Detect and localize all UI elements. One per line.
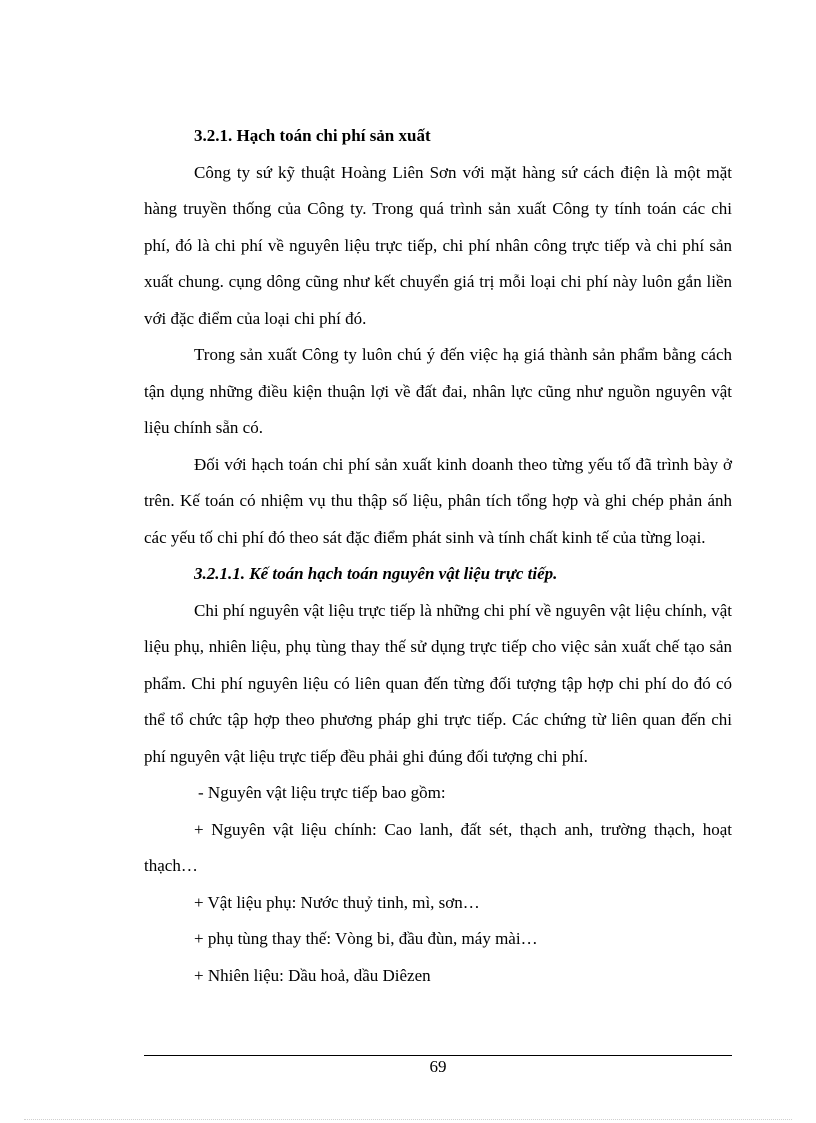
page-number: 69 [429,1057,447,1076]
list-item: + phụ tùng thay thế: Vòng bi, đầu đùn, máy mài… [194,929,538,948]
list-item: + Nhiên liệu: Dầu hoả, dầu Diêzen [194,965,431,985]
paragraph: Trong sản xuất Công ty luôn chú ý đến việc hạ giá thành sản phẩm bằng cách tận dụng những điều kiện thuận lợi về đất đai, nhân lực cũng như nguồn nguyên vật liệu chính sẵn có. [144,345,732,437]
paragraph: Đối với hạch toán chi phí sản xuất kinh doanh theo từng yếu tố đã trình bày ở trên. Kế toán có nhiệm vụ thu thập số liệu, phân tích tổng hợp và ghi chép phản ánh các yếu tố chi phí đó theo sát đặc điểm phát sinh và tính chất kinh tế của từng loại. [144,454,732,547]
paragraph: Chi phí nguyên vật liệu trực tiếp là những chi phí về nguyên vật liệu chính, vật liệu phụ, nhiên liệu, phụ tùng thay thế sử dụng trực tiếp cho việc sản xuất chế tạo sản phẩm. Chi phí nguyên liệu có liên quan đến từng đối tượng tập hợp chi phí do đó có thể tổ chức tập hợp theo phương pháp ghi trực tiếp. Các chứng từ liên quan đến chi phí nguyên vật liệu trực tiếp đều phải ghi đúng đối tượng chi phí. [144,600,732,766]
list-intro: - Nguyên vật liệu trực tiếp bao gồm: [198,783,446,802]
document-body [144,118,732,994]
section-heading: 3.2.1. Hạch toán chi phí sản xuất [194,126,431,145]
subsection-heading: 3.2.1.1. Kế toán hạch toán nguyên vật liệu trực tiếp. [194,564,558,583]
list-item: + Vật liệu phụ: Nước thuỷ tinh, mì, sơn… [194,892,480,912]
list-item: + Nguyên vật liệu chính: Cao lanh, đất sét, thạch anh, trường thạch, hoạt thạch… [144,819,732,875]
bottom-dotted-border [24,1119,792,1120]
paragraph: Công ty sứ kỹ thuật Hoàng Liên Sơn với mặt hàng sứ cách điện là một mặt hàng truyền thống của Công ty. Trong quá trình sản xuất Công ty tính toán các chi phí, đó là chi phí về nguyên liệu trực tiếp, chi phí nhân công trực tiếp và chi phí sản xuất chung. cụng dông cũng như kết chuyển giá trị mỗi loại chi phí này luôn gắn liền với đặc điểm của loại chi phí đó. [144,162,732,328]
